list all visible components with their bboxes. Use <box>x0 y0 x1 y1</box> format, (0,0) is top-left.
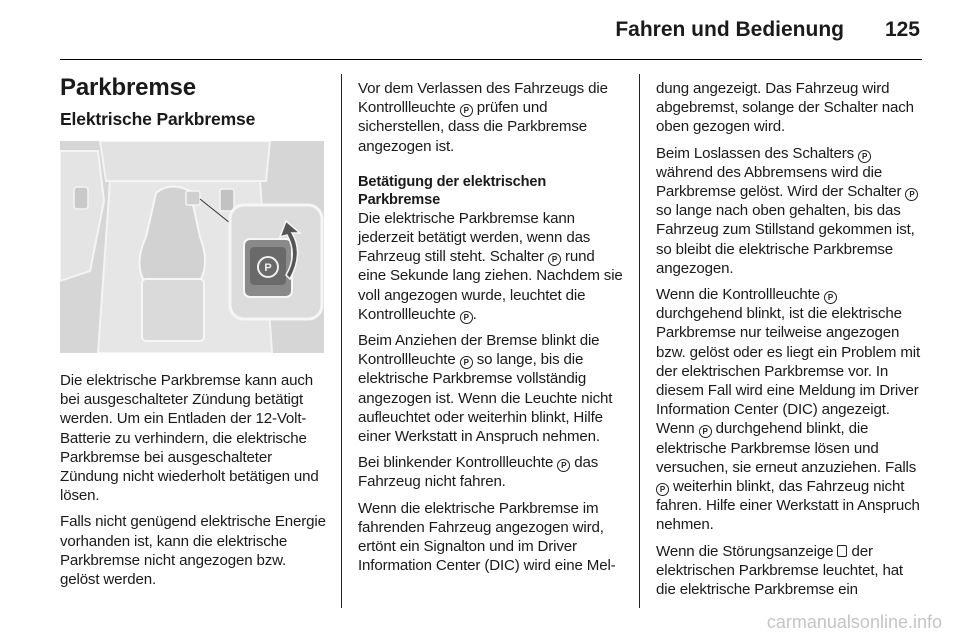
paragraph: Die elektrische Parkbremse kann auch bei ausgeschalteter Zündung betätigt werden. Um ein Entladen der 12-Volt-Batterie zu verhindern, die elektrische Parkbremse bei ausgeschalteter Zündung nicht wiederholt betätigen und lösen. <box>60 372 319 505</box>
paragraph: Wenn die elektrische Parkbremse im fahrenden Fahrzeug angezogen wird, ertönt ein Signalton und im Driver Information Center (DIC) wird eine Mel- <box>358 499 616 575</box>
parking-brake-icon: P <box>460 311 473 324</box>
parking-brake-icon: P <box>905 188 918 201</box>
malfunction-icon <box>837 545 847 557</box>
page-number: 125 <box>884 18 920 41</box>
page-header <box>0 14 960 48</box>
running-header-title: Fahren und Bedienung <box>615 18 844 41</box>
section-title: Parkbremse <box>60 74 196 101</box>
parking-brake-icon: P <box>824 291 837 304</box>
svg-text:P: P <box>264 262 272 274</box>
paragraph: Vor dem Verlassen des Fahrzeugs die Kontrollleuchte P prüfen und sicherstellen, dass die Parkbremse angezogen ist. <box>358 80 608 155</box>
parking-brake-icon: P <box>557 459 570 472</box>
paragraph: Beim Loslassen des Schalters P während des Abbremsens wird die Parkbremse gelöst. Wird der Schalter P so lange nach oben gehalten, bis das Fahrzeug zum Stillstand gekommen ist, so bleibt die elektrische Parkbremse angezogen. <box>656 144 922 278</box>
paragraph: Falls nicht genügend elektrische Energie vorhanden ist, kann die elektrische Parkbremse nicht angezogen bzw. gelöst werden. <box>60 513 326 589</box>
console-drawing <box>60 141 324 353</box>
parking-brake-icon: P <box>656 483 669 496</box>
paragraph: dung angezeigt. Das Fahrzeug wird abgebremst, solange der Schalter nach oben gezogen wird. <box>656 80 914 136</box>
paragraph: Die elektrische Parkbremse kann jederzeit betätigt werden, wenn das Fahrzeug still steht. Schalter P rund eine Sekunde lang ziehen. Nachdem sie voll angezogen wurde, leuchtet die Kontrollleuchte P . <box>358 209 623 323</box>
parking-brake-icon: P <box>858 150 871 163</box>
column-separator <box>341 74 342 608</box>
column-separator <box>639 74 640 608</box>
paragraph: Wenn die Störungsanzeige der elektrischen Parkbremse leuchtet, hat die elektrische Parkbremse ein <box>656 542 903 599</box>
column-right <box>656 79 922 606</box>
watermark: carmanualsonline.info <box>766 612 942 632</box>
column-middle <box>358 79 624 582</box>
parking-brake-icon: P <box>460 356 473 369</box>
column-left <box>60 74 326 596</box>
parking-brake-icon: P <box>548 253 561 266</box>
parking-brake-icon: P <box>460 104 473 117</box>
paragraph: Bei blinkender Kontrollleuchte P das Fahrzeug nicht fahren. <box>358 454 599 491</box>
header-rule <box>60 59 922 60</box>
section-subtitle: Elektrische Parkbremse <box>60 109 256 129</box>
subsection-heading: Betätigung der elektrischen Parkbremse <box>358 173 547 208</box>
paragraph: Beim Anziehen der Bremse blinkt die Kontrollleuchte P so lange, bis die elektrische Parkbremse vollständig angezogen ist. Wenn die Leuchte nicht aufleuchtet oder weiterhin blinkt, Hilfe einer Werkstatt in Anspruch nehmen. <box>358 332 613 446</box>
parking-brake-illustration <box>60 141 324 353</box>
parking-brake-icon: P <box>699 425 712 438</box>
paragraph: Wenn die Kontrollleuchte P durchgehend blinkt, ist die elektrische Parkbremse nur teilweise angezogen bzw. gelöst oder es liegt ein Problem mit der elektrischen Parkbremse vor. In diesem Fall wird eine Meldung im Driver Information Center (DIC) angezeigt. Wenn P durchgehend blinkt, die elektrische Parkbremse lösen und versuchen, sie erneut anzuziehen. Falls P weiterhin blinkt, das Fahrzeug nicht fahren. Hilfe einer Werkstatt in Anspruch nehmen. <box>656 286 920 534</box>
